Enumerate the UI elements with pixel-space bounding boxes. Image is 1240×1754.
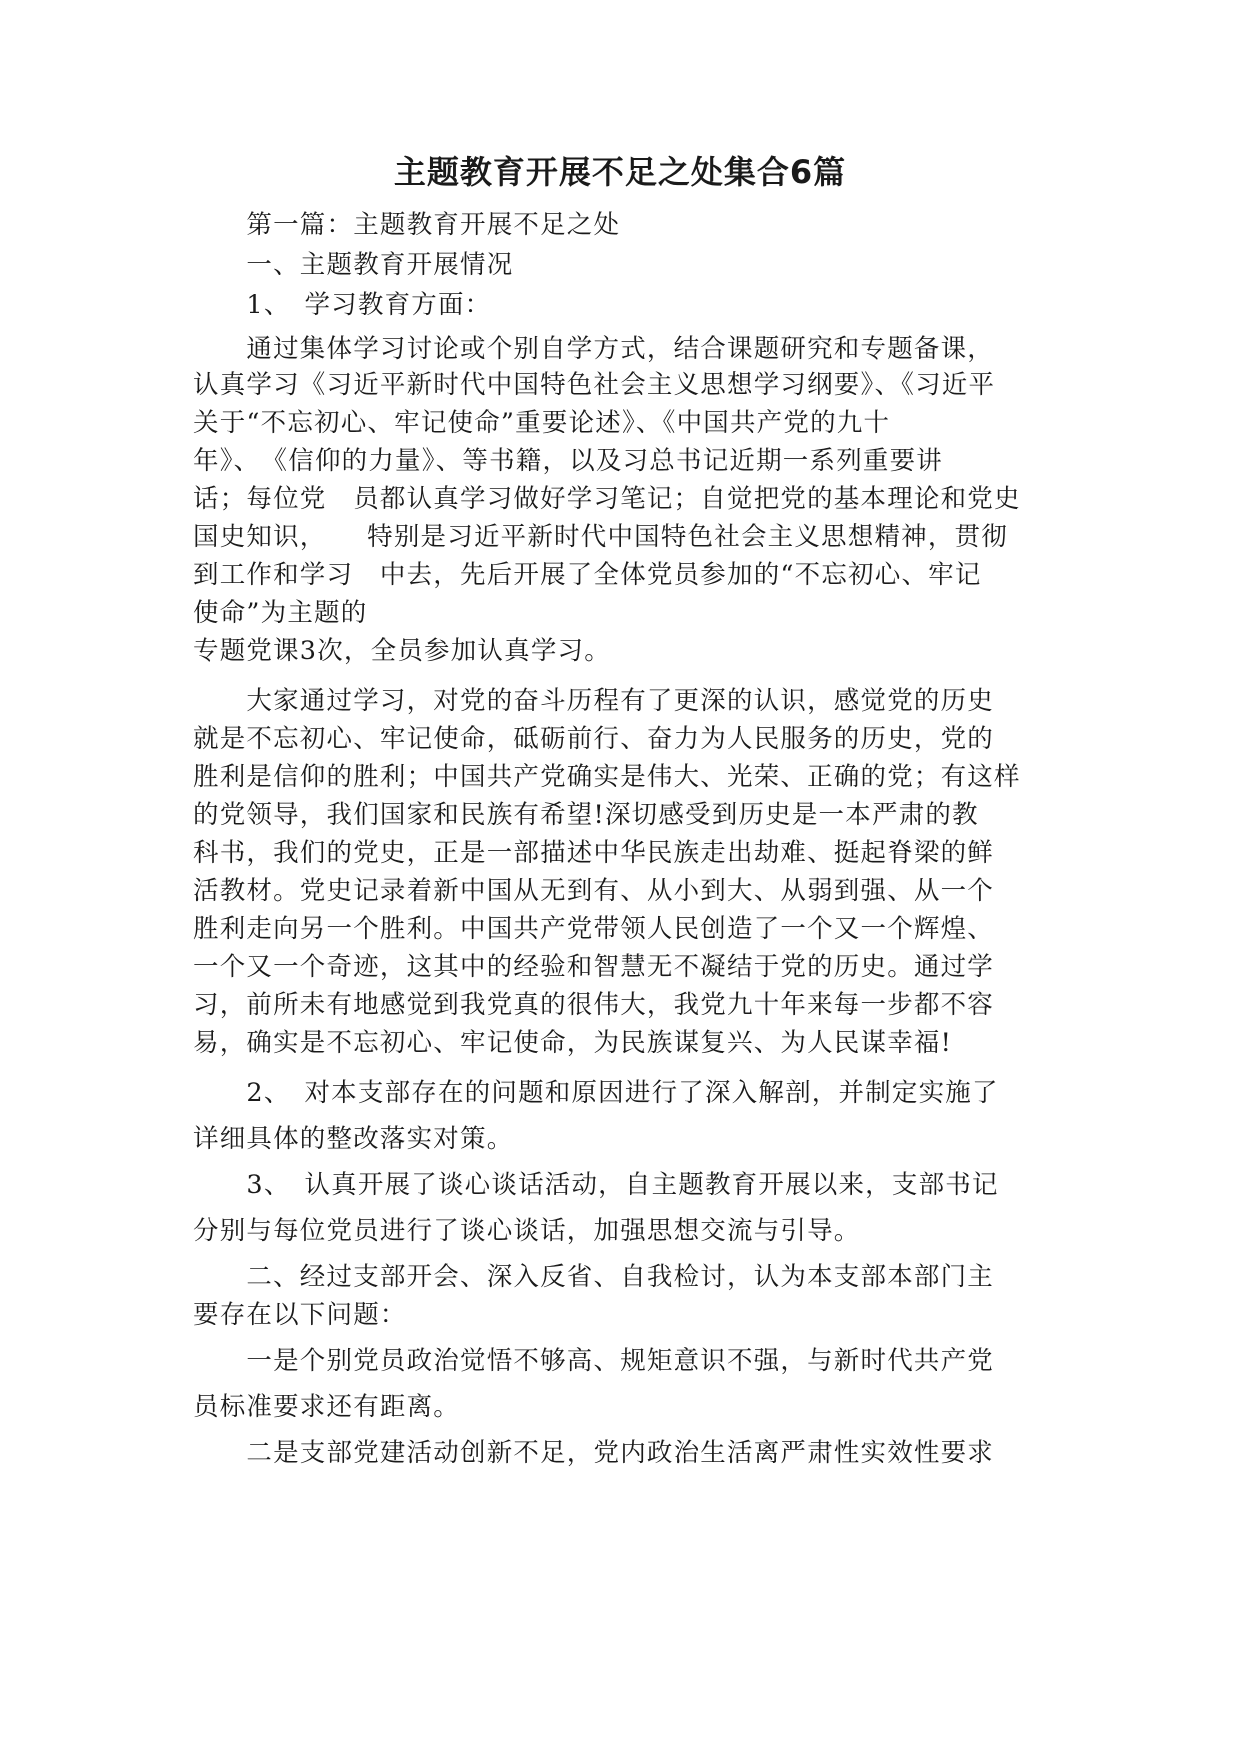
paragraph-line: 3、 认真开展了谈心谈话活动，自主题教育开展以来，支部书记 xyxy=(193,1170,999,1200)
paragraph-line: 年》、 《信仰的力量》、等书籍，以及习总书记近期一系列重要讲 xyxy=(193,446,944,476)
paragraph-line: 第一篇：主题教育开展不足之处 xyxy=(193,210,621,240)
paragraph-line: 话；每位党 员都认真学习做好学习笔记；自觉把党的基本理论和党史 xyxy=(193,484,1021,514)
paragraph-line: 就是不忘初心、牢记使命，砥砺前行、奋力为人民服务的历史，党的 xyxy=(193,724,995,754)
document-title: 主题教育开展不足之处集合6篇 xyxy=(393,153,847,191)
paragraph-line: 二、经过支部开会、深入反省、自我检讨，认为本支部本部门主 xyxy=(193,1262,995,1292)
paragraph-line: 员标准要求还有距离。 xyxy=(193,1392,461,1422)
paragraph-line: 易，确实是不忘初心、牢记使命，为民族谋复兴、为人民谋幸福! xyxy=(193,1028,953,1058)
paragraph-line: 1、 学习教育方面： xyxy=(193,290,492,320)
paragraph-line: 国史知识， 特别是习近平新时代中国特色社会主义思想精神，贯彻 xyxy=(193,522,1008,552)
paragraph-line: 通过集体学习讨论或个别自学方式，结合课题研究和专题备课， xyxy=(193,334,995,364)
paragraph-line: 到工作和学习 中去，先后开展了全体党员参加的“不忘初心、牢记 xyxy=(193,560,982,590)
paragraph-line: 专题党课3次，全员参加认真学习。 xyxy=(193,636,611,666)
paragraph-line: 科书，我们的党史，正是一部描述中华民族走出劫难、挺起脊梁的鲜 xyxy=(193,838,995,868)
paragraph-line: 关于“不忘初心、牢记使命”重要论述》、《中国共产党的九十 xyxy=(193,408,891,438)
paragraph-line: 一是个别党员政治觉悟不够高、规矩意识不强，与新时代共产党 xyxy=(193,1346,995,1376)
paragraph-line: 使命”为主题的 xyxy=(193,598,368,628)
paragraph-line: 一、主题教育开展情况 xyxy=(193,250,514,280)
paragraph-line: 详细具体的整改落实对策。 xyxy=(193,1124,514,1154)
paragraph-line: 分别与每位党员进行了谈心谈话，加强思想交流与引导。 xyxy=(193,1216,861,1246)
paragraph-line: 2、 对本支部存在的问题和原因进行了深入解剖，并制定实施了 xyxy=(193,1078,999,1108)
paragraph-line: 胜利走向另一个胜利。中国共产党带领人民创造了一个又一个辉煌、 xyxy=(193,914,995,944)
paragraph-line: 的党领导，我们国家和民族有希望!深切感受到历史是一本严肃的教 xyxy=(193,800,979,830)
paragraph-line: 习，前所未有地感觉到我党真的很伟大，我党九十年来每一步都不容 xyxy=(193,990,995,1020)
paragraph-line: 大家通过学习，对党的奋斗历程有了更深的认识，感觉党的历史 xyxy=(193,686,995,716)
paragraph-line: 认真学习《习近平新时代中国特色社会主义思想学习纲要》、《习近平 xyxy=(193,370,996,400)
paragraph-line: 活教材。党史记录着新中国从无到有、从小到大、从弱到强、从一个 xyxy=(193,876,995,906)
paragraph-line: 二是支部党建活动创新不足，党内政治生活离严肃性实效性要求 xyxy=(193,1438,995,1468)
paragraph-line: 要存在以下问题： xyxy=(193,1300,407,1330)
paragraph-line: 胜利是信仰的胜利；中国共产党确实是伟大、光荣、正确的党；有这样 xyxy=(193,762,1021,792)
paragraph-line: 一个又一个奇迹，这其中的经验和智慧无不凝结于党的历史。通过学 xyxy=(193,952,995,982)
